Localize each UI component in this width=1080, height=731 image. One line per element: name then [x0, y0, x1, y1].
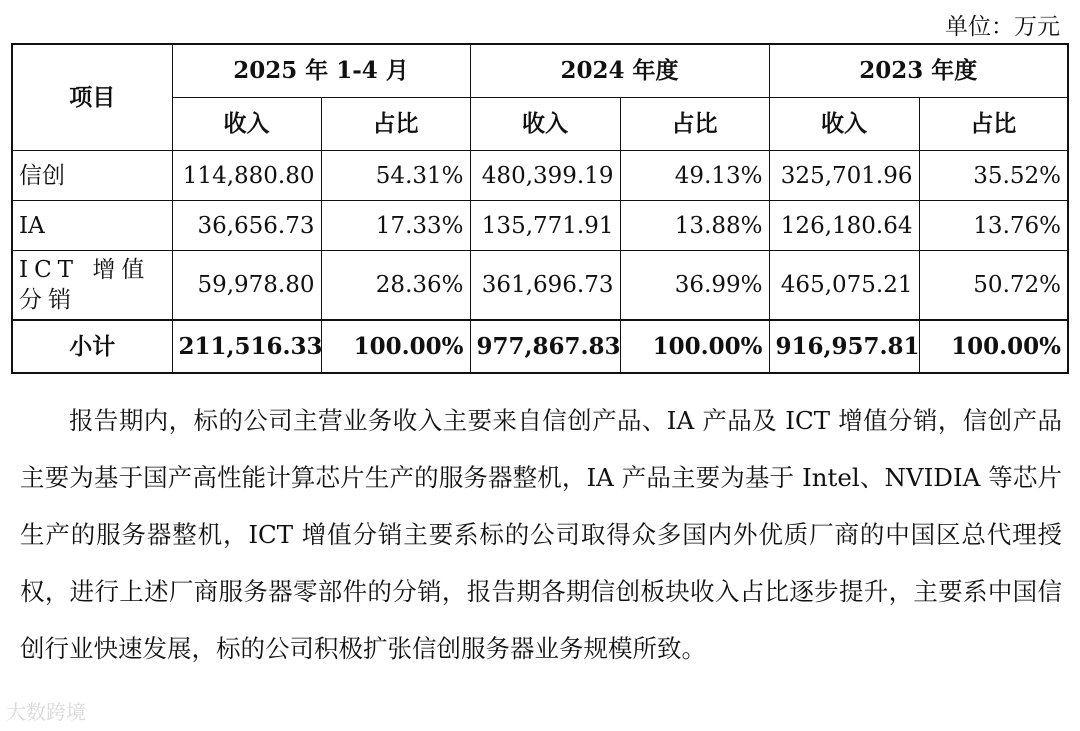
total-label: 小计: [12, 320, 172, 373]
row-name: [12, 251, 172, 321]
cell-value: 17.33%: [321, 201, 470, 251]
cell-value: 49.13%: [620, 151, 769, 201]
body-paragraph: 报告期内，标的公司主营业务收入主要来自信创产品、IA 产品及 ICT 增值分销，信创产品主要为基于国产高性能计算芯片生产的服务器整机，IA 产品主要为基于 Intel、NVIDIA 等芯片生产的服务器整机，ICT 增值分销主要系标的公司取得众多国内外优质厂商的中国区总代理授权，进行上述厂商服务器零部件的分销，报告期各期信创板块收入占比逐步提升，主要系中国信创行业快速发展，标的公司积极扩张信创服务器业务规模所致。: [20, 406, 1062, 663]
total-value: 211,516.33: [172, 320, 321, 373]
revenue-subheader: 收入: [172, 98, 321, 151]
cell-value: 361,696.73: [470, 251, 620, 321]
ratio-subheader: 占比: [919, 98, 1068, 151]
cell-value: 126,180.64: [769, 201, 919, 251]
period-header: 2025 年 1-4 月: [172, 44, 470, 98]
total-value: 100.00%: [321, 320, 470, 373]
total-value: 100.00%: [919, 320, 1068, 373]
cell-value: 50.72%: [919, 251, 1068, 321]
cell-value: 135,771.91: [470, 201, 620, 251]
revenue-subheader: 收入: [470, 98, 620, 151]
table-row: [12, 201, 1068, 251]
unit-label: 单位：万元: [945, 14, 1060, 40]
cell-value: 13.88%: [620, 201, 769, 251]
total-value: 977,867.83: [470, 320, 620, 373]
ratio-subheader: 占比: [620, 98, 769, 151]
watermark: 大数跨境: [6, 700, 86, 724]
total-value: 916,957.81: [769, 320, 919, 373]
row-name: IA: [12, 201, 172, 251]
cell-value: 54.31%: [321, 151, 470, 201]
total-value: 100.00%: [620, 320, 769, 373]
period-header: 2024 年度: [470, 44, 769, 98]
table-row: [12, 151, 1068, 201]
cell-value: 325,701.96: [769, 151, 919, 201]
total-row: [12, 320, 1068, 373]
table-header-row: [12, 44, 1068, 98]
cell-value: 465,075.21: [769, 251, 919, 321]
cell-value: 28.36%: [321, 251, 470, 321]
revenue-table: [11, 43, 1069, 374]
item-header: 项目: [12, 44, 172, 151]
period-header: 2023 年度: [769, 44, 1068, 98]
cell-value: 59,978.80: [172, 251, 321, 321]
table-row: [12, 251, 1068, 321]
row-name: 信创: [12, 151, 172, 201]
row-name-text: ICT 增值分销: [19, 257, 151, 313]
cell-value: 13.76%: [919, 201, 1068, 251]
cell-value: 36.99%: [620, 251, 769, 321]
revenue-subheader: 收入: [769, 98, 919, 151]
ratio-subheader: 占比: [321, 98, 470, 151]
cell-value: 114,880.80: [172, 151, 321, 201]
cell-value: 35.52%: [919, 151, 1068, 201]
cell-value: 36,656.73: [172, 201, 321, 251]
cell-value: 480,399.19: [470, 151, 620, 201]
